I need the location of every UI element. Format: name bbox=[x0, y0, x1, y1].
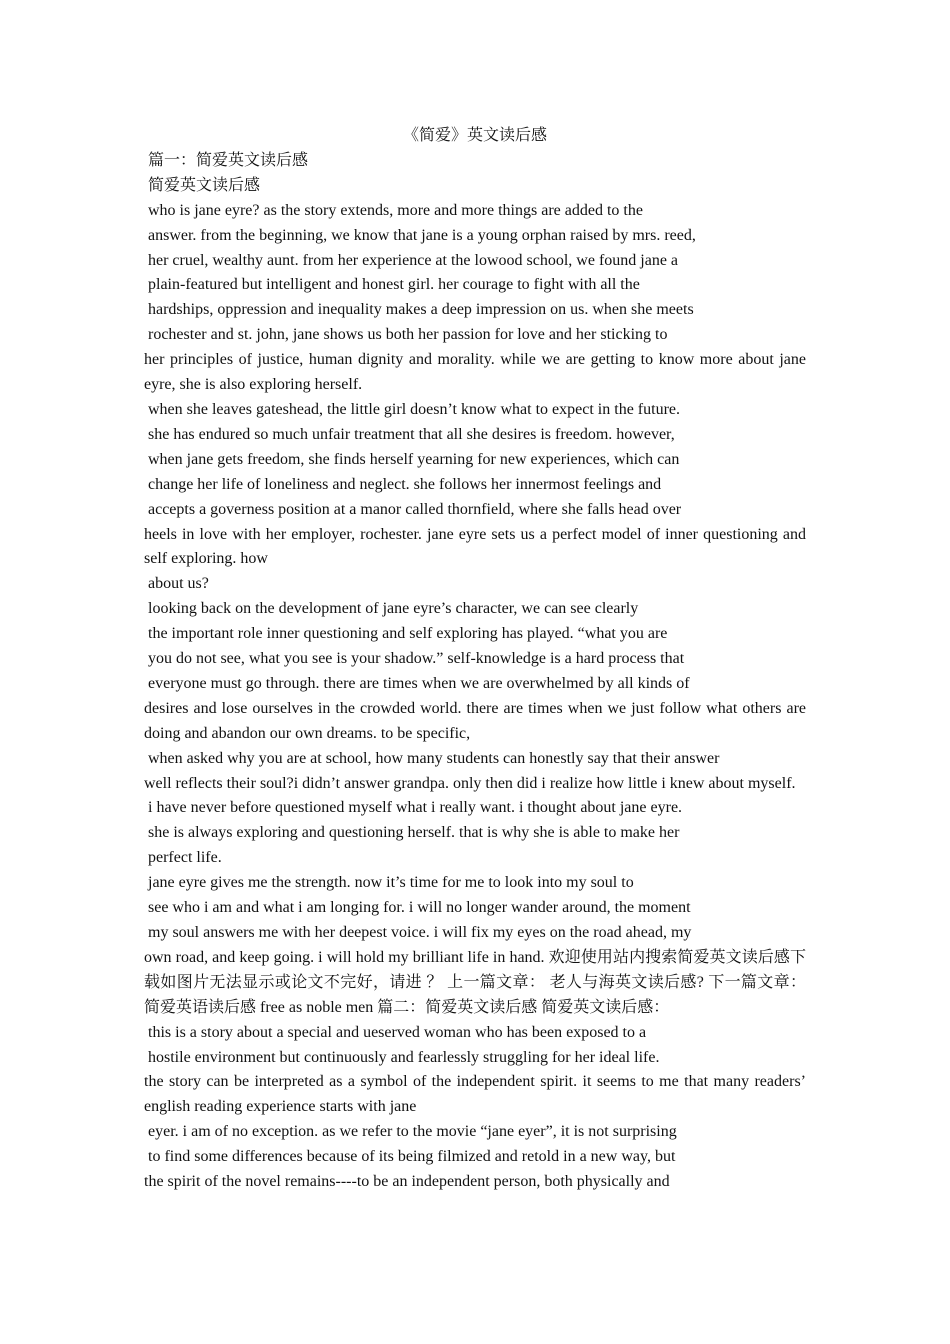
text-line: she has endured so much unfair treatment that all she desires is freedom. however, bbox=[148, 425, 675, 443]
text-line: this is a story about a special and ueserved woman who has been exposed to a bbox=[148, 1023, 647, 1041]
text-line: about us? bbox=[148, 575, 209, 593]
text-line: see who i am and what i am longing for. i will no longer wander around, the moment bbox=[148, 899, 691, 917]
paragraph: own road, and keep going. i will hold my brilliant life in hand. 欢迎使用站内搜索简爱英文读后感下载如图片无法显示或论文不完好，请进 ？ 上一篇文章： 老人与海英文读后感? 下一篇文章： 简爱英语读后感 free as noble men 篇二：简爱英文读后感 简爱英文读后感： bbox=[144, 948, 806, 1016]
text-line: when asked why you are at school, how many students can honestly say that their answer bbox=[148, 749, 720, 767]
text-line: you do not see, what you see is your shadow.” self-knowledge is a hard process that bbox=[148, 650, 685, 668]
text-line: her cruel, wealthy aunt. from her experience at the lowood school, we found jane a bbox=[148, 251, 679, 269]
text-line: eyer. i am of no exception. as we refer to the movie “jane eyer”, it is not surprising bbox=[148, 1123, 677, 1141]
text-line: jane eyre gives me the strength. now it’s time for me to look into my soul to bbox=[148, 874, 634, 892]
text-line: she is always exploring and questioning herself. that is why she is able to make her bbox=[148, 824, 680, 842]
text-line: the important role inner questioning and self exploring has played. “what you are bbox=[148, 625, 668, 643]
text-line: to find some differences because of its being filmized and retold in a new way, but bbox=[148, 1148, 676, 1166]
paragraph: her principles of justice, human dignity and morality. while we are getting to know more about jane eyre, she is also exploring herself. bbox=[144, 351, 806, 394]
document-body bbox=[144, 124, 806, 1195]
text-line: when jane gets freedom, she finds herself yearning for new experiences, which can bbox=[148, 450, 680, 468]
text-line: when she leaves gateshead, the little girl doesn’t know what to expect in the future. bbox=[148, 400, 680, 418]
text-line: change her life of loneliness and neglect. she follows her innermost feelings and bbox=[148, 475, 662, 493]
paragraph: well reflects their soul?i didn’t answer grandpa. only then did i realize how little i knew about myself. bbox=[144, 774, 796, 792]
text-line: 简爱英文读后感 bbox=[148, 176, 261, 194]
text-line: answer. from the beginning, we know that jane is a young orphan raised by mrs. reed, bbox=[148, 226, 696, 244]
text-line: my soul answers me with her deepest voice. i will fix my eyes on the road ahead, my bbox=[148, 924, 692, 941]
text-line: accepts a governess position at a manor called thornfield, where she falls head over bbox=[148, 500, 682, 518]
text-line: rochester and st. john, jane shows us both her passion for love and her sticking to bbox=[148, 326, 668, 344]
paragraph: heels in love with her employer, rochester. jane eyre sets us a perfect model of inner questioning and self exploring. how bbox=[144, 525, 806, 568]
document-title: 《简爱》英文读后感 bbox=[402, 127, 547, 144]
text-line: i have never before questioned myself what i really want. i thought about jane eyre. bbox=[148, 799, 683, 817]
text-line: hostile environment but continuously and fearlessly struggling for her ideal life. bbox=[148, 1048, 660, 1066]
text-line: the spirit of the novel remains----to be an independent person, both physically and bbox=[144, 1173, 670, 1191]
paragraph: desires and lose ourselves in the crowded world. there are times when we just follow what others are doing and abandon our own dreams. to be specific, bbox=[144, 699, 806, 742]
text-line: 篇一：简爱英文读后感 bbox=[148, 151, 309, 169]
text-line: who is jane eyre? as the story extends, more and more things are added to the bbox=[148, 201, 643, 219]
text-line: perfect life. bbox=[148, 849, 222, 867]
text-line: hardships, oppression and inequality makes a deep impression on us. when she meets bbox=[148, 301, 694, 319]
text-line: plain-featured but intelligent and honest girl. her courage to fight with all the bbox=[148, 276, 640, 294]
paragraph: the story can be interpreted as a symbol of the independent spirit. it seems to me that many readers’ english reading experience starts with jane bbox=[144, 1073, 806, 1116]
text-line: everyone must go through. there are times when we are overwhelmed by all kinds of bbox=[148, 674, 690, 692]
text-line: looking back on the development of jane eyre’s character, we can see clearly bbox=[148, 600, 639, 618]
